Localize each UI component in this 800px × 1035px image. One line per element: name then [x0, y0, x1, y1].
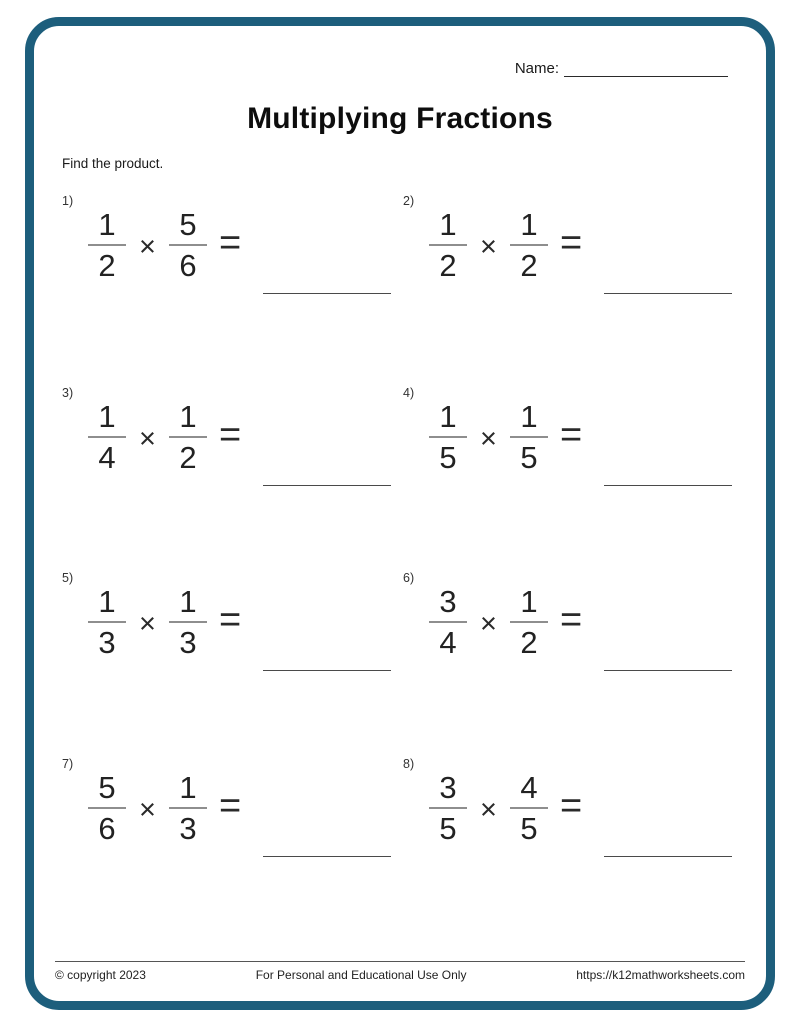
problem-number: 1): [62, 194, 74, 208]
equals-sign: =: [218, 413, 242, 456]
fraction-bar: [88, 436, 126, 438]
denominator: 4: [98, 440, 116, 475]
denominator: 3: [98, 625, 116, 660]
fraction-2: [510, 400, 548, 475]
numerator: 1: [439, 206, 457, 242]
denominator: 2: [179, 440, 197, 475]
equals-sign: =: [218, 221, 242, 264]
fraction-1: [88, 585, 126, 660]
answer-blank-line: [263, 856, 391, 857]
problem-1: [60, 194, 395, 294]
fraction-1: [88, 400, 126, 475]
answer-blank-line: [263, 670, 391, 671]
fraction-bar: [510, 807, 548, 809]
denominator: 5: [439, 440, 457, 475]
numerator: 1: [179, 583, 197, 619]
numerator: 1: [98, 206, 116, 242]
equals-sign: =: [559, 413, 583, 456]
equation: [429, 391, 732, 483]
answer-blank-line: [604, 670, 732, 671]
numerator: 5: [98, 769, 116, 805]
problem-number: 7): [62, 757, 74, 771]
footer-copyright: © copyright 2023: [55, 968, 146, 982]
problem-7: [60, 757, 395, 857]
answer-blank-line: [263, 293, 391, 294]
numerator: 3: [439, 583, 457, 619]
fraction-2: [169, 585, 207, 660]
fraction-bar: [169, 621, 207, 623]
denominator: 3: [179, 625, 197, 660]
numerator: 1: [179, 398, 197, 434]
denominator: 3: [179, 811, 197, 846]
problem-6: [401, 571, 736, 671]
multiply-sign: ×: [139, 607, 156, 640]
denominator: 2: [439, 248, 457, 283]
problem-5: [60, 571, 395, 671]
equation: [88, 199, 391, 291]
numerator: 5: [179, 206, 197, 242]
footer: [55, 961, 745, 982]
numerator: 1: [439, 398, 457, 434]
fraction-bar: [169, 807, 207, 809]
fraction-bar: [88, 244, 126, 246]
answer-blank-line: [604, 856, 732, 857]
equation: [88, 576, 391, 668]
fraction-bar: [429, 436, 467, 438]
fraction-bar: [88, 621, 126, 623]
numerator: 1: [98, 583, 116, 619]
multiply-sign: ×: [480, 793, 497, 826]
problem-4: [401, 386, 736, 486]
multiply-sign: ×: [139, 793, 156, 826]
fraction-2: [510, 771, 548, 846]
equals-sign: =: [559, 598, 583, 641]
fraction-bar: [169, 436, 207, 438]
equals-sign: =: [218, 598, 242, 641]
fraction-1: [88, 771, 126, 846]
denominator: 6: [98, 811, 116, 846]
equation: [88, 391, 391, 483]
denominator: 5: [520, 811, 538, 846]
fraction-2: [510, 585, 548, 660]
problem-number: 4): [403, 386, 415, 400]
fraction-bar: [429, 621, 467, 623]
fraction-bar: [169, 244, 207, 246]
answer-blank-line: [604, 293, 732, 294]
fraction-bar: [88, 807, 126, 809]
multiply-sign: ×: [480, 607, 497, 640]
denominator: 2: [520, 248, 538, 283]
equation: [88, 762, 391, 854]
equals-sign: =: [218, 784, 242, 827]
fraction-1: [429, 585, 467, 660]
equation: [429, 199, 732, 291]
footer-usage-note: For Personal and Educational Use Only: [255, 968, 467, 982]
fraction-1: [429, 208, 467, 283]
denominator: 2: [98, 248, 116, 283]
denominator: 5: [439, 811, 457, 846]
fraction-2: [169, 208, 207, 283]
fraction-bar: [429, 807, 467, 809]
problem-number: 2): [403, 194, 415, 208]
fraction-bar: [510, 436, 548, 438]
fraction-bar: [429, 244, 467, 246]
name-label: Name:: [514, 60, 559, 77]
problem-number: 3): [62, 386, 74, 400]
problem-number: 6): [403, 571, 415, 585]
answer-blank-line: [263, 485, 391, 486]
footer-website-url: https://k12mathworksheets.com: [576, 968, 745, 982]
fraction-2: [169, 400, 207, 475]
numerator: 4: [520, 769, 538, 805]
multiply-sign: ×: [139, 422, 156, 455]
multiply-sign: ×: [480, 422, 497, 455]
equals-sign: =: [559, 784, 583, 827]
fraction-2: [169, 771, 207, 846]
numerator: 3: [439, 769, 457, 805]
problem-2: [401, 194, 736, 294]
multiply-sign: ×: [139, 230, 156, 263]
problem-number: 5): [62, 571, 74, 585]
numerator: 1: [98, 398, 116, 434]
numerator: 1: [179, 769, 197, 805]
fraction-2: [510, 208, 548, 283]
multiply-sign: ×: [480, 230, 497, 263]
problem-8: [401, 757, 736, 857]
numerator: 1: [520, 583, 538, 619]
fraction-1: [429, 400, 467, 475]
fraction-bar: [510, 621, 548, 623]
instruction-text: Find the product.: [62, 156, 164, 171]
fraction-bar: [510, 244, 548, 246]
problem-3: [60, 386, 395, 486]
name-row: [515, 60, 728, 77]
page-title: Multiplying Fractions: [247, 102, 553, 135]
denominator: 4: [439, 625, 457, 660]
fraction-1: [429, 771, 467, 846]
numerator: 1: [520, 398, 538, 434]
problem-number: 8): [403, 757, 415, 771]
fraction-1: [88, 208, 126, 283]
denominator: 5: [520, 440, 538, 475]
name-blank-line: [564, 61, 728, 77]
equation: [429, 576, 732, 668]
denominator: 2: [520, 625, 538, 660]
answer-blank-line: [604, 485, 732, 486]
numerator: 1: [520, 206, 538, 242]
equation: [429, 762, 732, 854]
equals-sign: =: [559, 221, 583, 264]
denominator: 6: [179, 248, 197, 283]
